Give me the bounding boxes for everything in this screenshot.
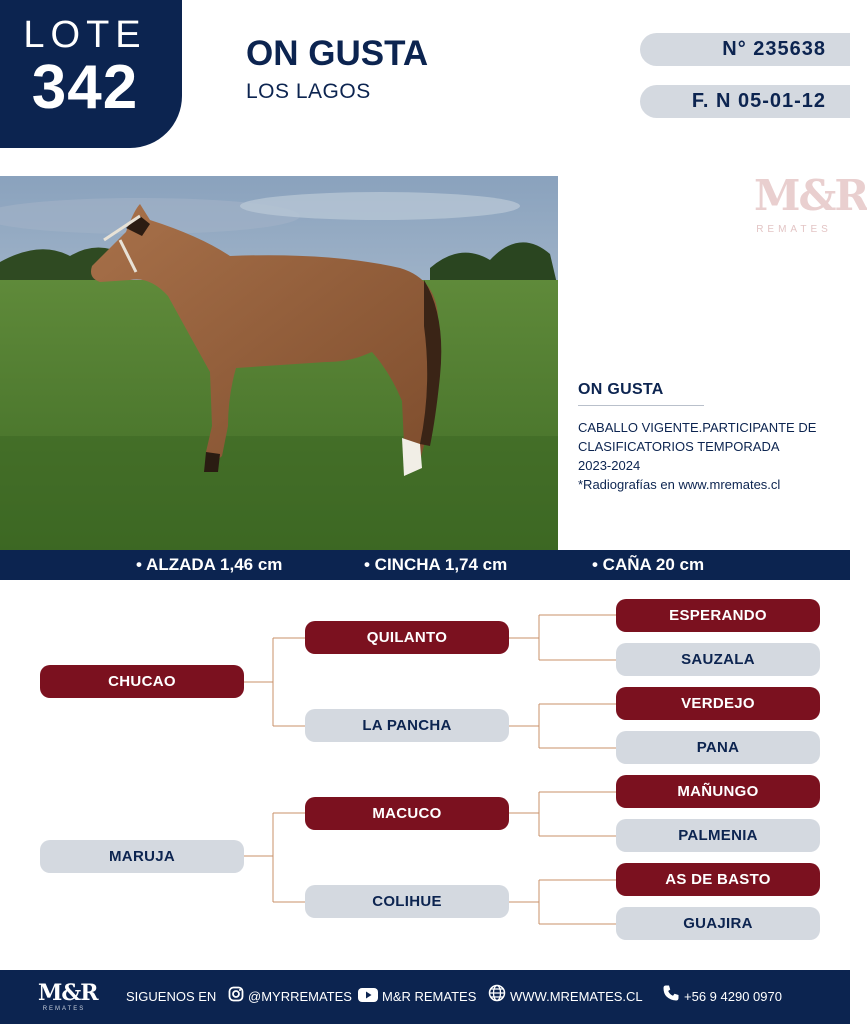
brand-sub: REMATES: [756, 224, 832, 235]
instagram-handle: @MYRREMATES: [248, 989, 352, 1004]
footer-instagram[interactable]: [228, 970, 352, 1024]
measurements-bar: [0, 550, 850, 580]
globe-icon: [488, 971, 506, 1025]
pedigree-sire-sire: QUILANTO: [305, 621, 509, 654]
description-title: ON GUSTA: [578, 381, 664, 398]
pedigree-g3-3: VERDEJO: [616, 687, 820, 720]
footer-brand-sub: REMATES: [42, 1006, 86, 1012]
footer-follow-label: SIGUENOS EN: [126, 989, 217, 1004]
horse-origin: LOS LAGOS: [246, 80, 371, 103]
brand-mark: M&R: [754, 171, 867, 220]
description-line: CLASIFICATORIOS TEMPORADA: [578, 439, 780, 454]
pedigree-tree: [0, 590, 850, 950]
measure-height: • ALZADA 1,46 cm: [136, 555, 283, 574]
pedigree-g3-8: GUAJIRA: [616, 907, 820, 940]
horse-photo: [0, 176, 558, 550]
phone-icon: [662, 971, 680, 1025]
footer-logo: [38, 980, 98, 1012]
pedigree-dam-dam: COLIHUE: [305, 885, 509, 918]
description-text: [578, 418, 838, 494]
description-divider: [578, 405, 704, 406]
instagram-icon: [228, 971, 244, 1025]
pedigree-g3-4: PANA: [616, 731, 820, 764]
registration-number: N° 235638: [640, 33, 850, 66]
lot-number: 342: [31, 53, 139, 122]
pedigree-g3-6: PALMENIA: [616, 819, 820, 852]
pedigree-sire: CHUCAO: [40, 665, 244, 698]
description-line: 2023-2024: [578, 458, 641, 473]
pedigree-sire-dam: LA PANCHA: [305, 709, 509, 742]
description-line: *Radiografías en www.mremates.cl: [578, 477, 781, 492]
birth-date: F. N 05-01-12: [640, 85, 850, 118]
horse-name: ON GUSTA: [246, 34, 429, 73]
measure-cannon: • CAÑA 20 cm: [592, 555, 705, 574]
measure-girth: • CINCHA 1,74 cm: [364, 555, 508, 574]
pedigree-g3-1: ESPERANDO: [616, 599, 820, 632]
youtube-icon: [358, 971, 378, 1025]
pedigree-dam-sire: MACUCO: [305, 797, 509, 830]
lot-badge: [0, 0, 182, 148]
pedigree-dam: MARUJA: [40, 840, 244, 873]
lot-label: LOTE: [23, 14, 147, 56]
footer-phone[interactable]: [662, 970, 782, 1024]
pedigree-g3-5: MAÑUNGO: [616, 775, 820, 808]
pedigree-g3-2: SAUZALA: [616, 643, 820, 676]
footer-website[interactable]: [488, 970, 643, 1024]
pedigree-g3-7: AS DE BASTO: [616, 863, 820, 896]
brand-logo: [754, 171, 867, 235]
description-line: CABALLO VIGENTE.PARTICIPANTE DE: [578, 420, 817, 435]
phone-number: +56 9 4290 0970: [684, 989, 782, 1004]
website-url: WWW.MREMATES.CL: [510, 989, 643, 1004]
footer-brand-mark: M&R: [38, 980, 98, 1006]
youtube-channel: M&R REMATES: [382, 989, 477, 1004]
footer-youtube[interactable]: [358, 970, 476, 1024]
footer-bar: [0, 970, 850, 1024]
